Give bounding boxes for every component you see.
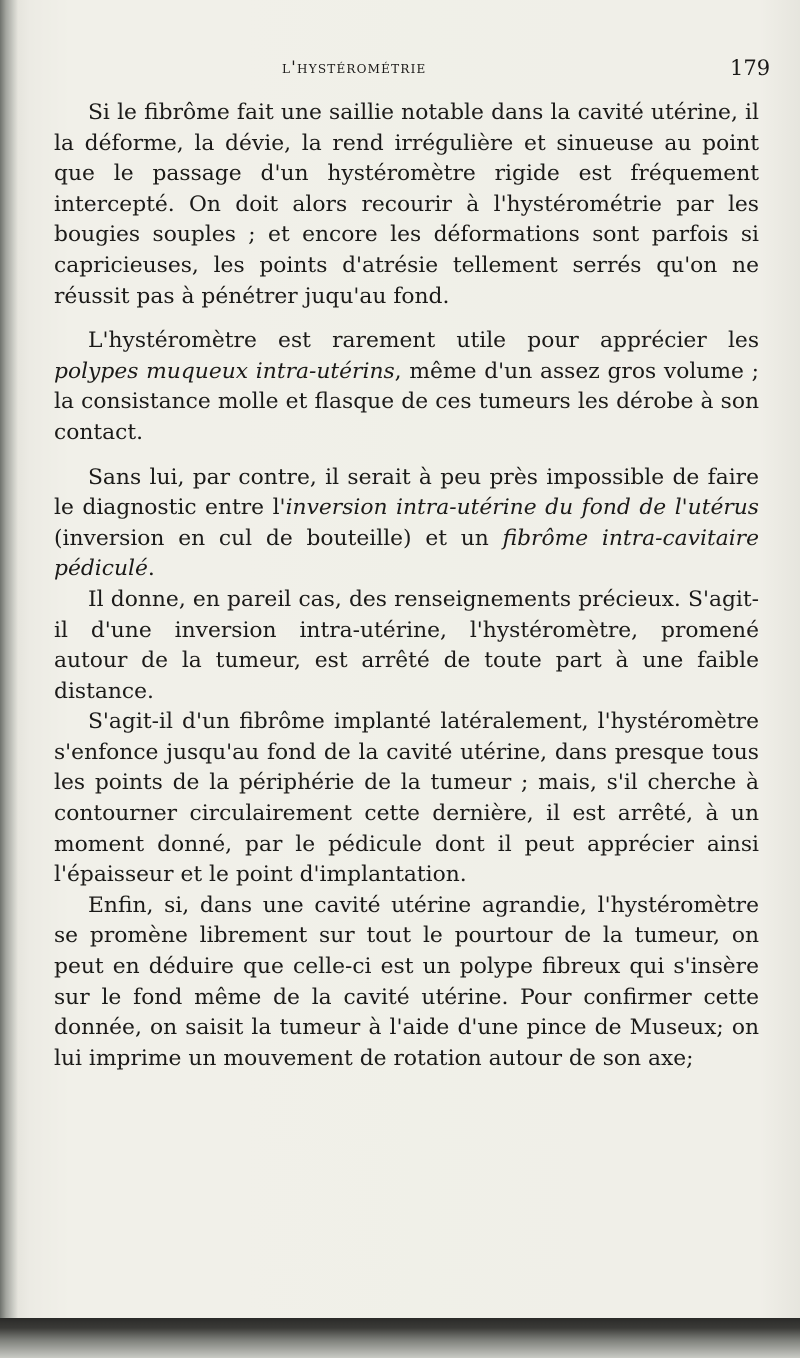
paragraph-4: Il donne, en pareil cas, des renseignements précieux. S'agit-il d'une inversion intra-utérine, l'hystéromètre, promené autour de la tumeur, est arrêté de toute part à une faible distance.: [54, 586, 759, 704]
paragraph-1: Si le fibrôme fait une saillie notable dans la cavité utérine, il la déforme, la dévie, la rend irrégulière et sinueuse au point que le passage d'un hystéromètre rigide est fréquement intercepté. On doit alors recourir à l'hystérométrie par les bougies souples ; et encore les déformations sont parfois si capricieuses, les points d'atrésie tellement serrés qu'on ne réussit pas à pénétrer juqu'au fond.: [54, 100, 759, 309]
page-binding-edge: [0, 0, 18, 1358]
paragraph-3-italic-term-1: inversion intra-utérine du fond de l'utérus: [285, 495, 759, 521]
body-text: [54, 98, 759, 1074]
page-number: 179: [730, 56, 771, 80]
paragraph-2-text-c: , même d'un assez gros volume ; la consistance molle et flasque de ces tumeurs les dérobe à son contact.: [54, 358, 759, 445]
paragraph-3-text-a: Sans lui, par contre, il serait à peu près impossible de faire le diagnostic entre l': [54, 464, 759, 521]
paragraph-2: [54, 326, 759, 448]
scan-bottom-shadow: [0, 1318, 800, 1358]
paragraph-5: S'agit-il d'un fibrôme implanté latéralement, l'hystéromètre s'enfonce jusqu'au fond de la cavité utérine, dans presque tous les points de la périphérie de la tumeur ; mais, s'il cherche à contourner circulairement cette dernière, il est arrêté, à un moment donné, par le pédicule dont il peut apprécier ainsi l'épaisseur et le point d'implantation.: [54, 709, 759, 888]
paragraph-3-text-e: .: [147, 556, 155, 582]
paragraph-6: Enfin, si, dans une cavité utérine agrandie, l'hystéromètre se promène librement sur tout le pourtour de la tumeur, on peut en déduire que celle-ci est un polype fibreux qui s'insère sur le fond même de la cavité utérine. Pour confirmer cette donnée, on saisit la tumeur à l'aide d'une pince de Museux; on lui imprime un mouvement de rotation autour de son axe;: [54, 892, 759, 1071]
running-title: l'hystérométrie: [282, 58, 427, 78]
paragraph-3: [54, 463, 759, 585]
paragraph-3-italic-term-2: fibrôme intra-cavitaire pédiculé: [54, 525, 759, 582]
paragraph-3-text-c: (inversion en cul de bouteille) et un: [54, 525, 503, 551]
paragraph-2-italic-term: polypes muqueux intra-utérins: [54, 358, 395, 384]
paragraph-2-text-a: L'hystéromètre est rarement utile pour apprécier les: [88, 328, 759, 354]
running-head: [0, 58, 800, 88]
